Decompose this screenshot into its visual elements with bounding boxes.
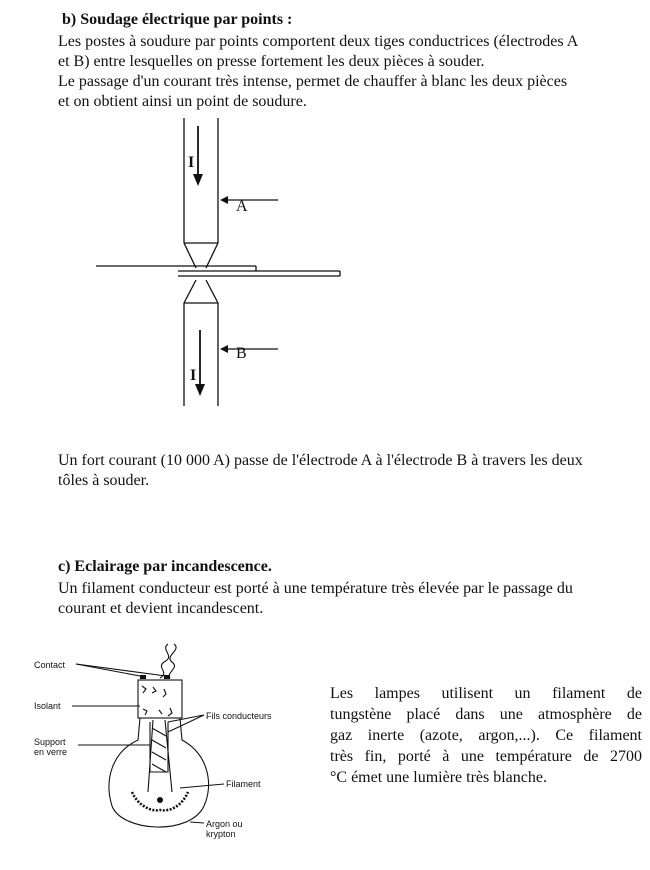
label-contact: Contact <box>34 660 66 670</box>
text-line: gaz inerte (azote, argon,...). Ce filament <box>330 727 642 744</box>
text-line: tungstène placé dans une atmosphère de <box>330 706 642 723</box>
text-line: très fin, porté à une température de 2700 <box>330 748 642 765</box>
text-line: Le passage d'un courant très intense, permet de chauffer à blanc les deux pièces <box>58 73 568 90</box>
text-line: Un fort courant (10 000 A) passe de l'électrode A à l'électrode B à travers les deux <box>58 452 583 469</box>
contact-left <box>140 675 146 679</box>
lamp-cap <box>138 680 182 718</box>
text-line: Un filament conducteur est porté à une température très élevée par le passage du <box>58 580 573 597</box>
leader-contact-2 <box>76 664 166 676</box>
label-electrode-a: A <box>236 198 248 215</box>
lamp-description <box>330 683 642 788</box>
text-line: krypton <box>206 829 236 839</box>
label-gas <box>206 819 243 839</box>
label-isolant: Isolant <box>34 701 61 711</box>
text-line: Les lampes utilisent un filament de <box>330 685 642 702</box>
label-filament: Filament <box>226 779 261 789</box>
text-line: en verre <box>34 747 68 757</box>
text-line: et on obtient ainsi un point de soudure. <box>58 93 307 110</box>
leader-filament <box>180 784 224 788</box>
supply-wire-1 <box>160 644 169 678</box>
text-line: Support <box>34 737 66 747</box>
section-b-heading: b) Soudage électrique par points : <box>62 11 293 28</box>
label-electrode-b: B <box>236 345 247 362</box>
supply-wire-2 <box>169 644 176 678</box>
text-line: courant et devient incandescent. <box>58 600 264 617</box>
contact-right <box>164 675 170 679</box>
section-c-heading: c) Eclairage par incandescence. <box>58 558 272 575</box>
label-current-top: I <box>188 154 195 171</box>
text-line: Les postes à soudure par points comportent deux tiges conductrices (électrodes A <box>58 33 579 50</box>
text-line: Argon ou <box>206 819 243 829</box>
insulator-texture <box>142 686 172 716</box>
label-current-bottom: I <box>190 367 197 384</box>
text-line: et B) entre lesquelles on presse fortement les deux pièces à souder. <box>58 53 485 70</box>
leader-gas <box>190 822 204 823</box>
support-hatching <box>152 728 166 772</box>
label-support <box>34 737 67 757</box>
label-fils-conducteurs: Fils conducteurs <box>206 711 272 721</box>
filament-center <box>157 797 163 803</box>
text-line: tôles à souder. <box>58 472 150 489</box>
text-line: °C émet une lumière très blanche. <box>330 769 547 786</box>
